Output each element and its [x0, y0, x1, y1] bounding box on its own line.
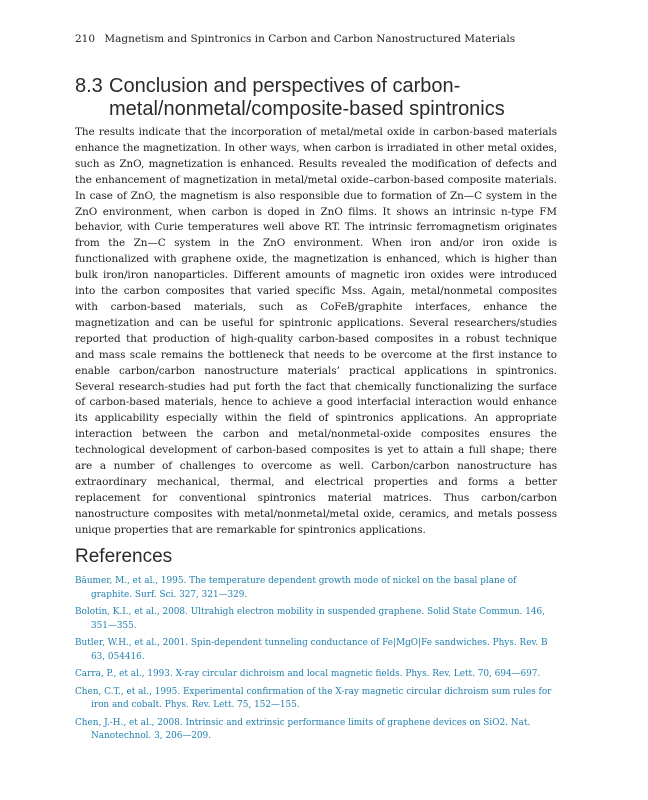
- book-title: Magnetism and Spintronics in Carbon and Carbon Nanostructured Materials: [104, 33, 516, 45]
- reference-item[interactable]: Bäumer, M., et al., 1995. The temperature dependent growth mode of nickel on the basal plane of graphite. Surf. Sci. 327, 321—329.: [75, 576, 517, 600]
- reference-item[interactable]: Bolotin, K.I., et al., 2008. Ultrahigh electron mobility in suspended graphene. Solid State Commun. 146, 351—355.: [75, 607, 545, 631]
- section-title-text: Conclusion and perspectives of carbon-metal/nonmetal/composite-based spintronics: [109, 75, 505, 120]
- references-heading: References: [75, 546, 173, 567]
- reference-item[interactable]: Butler, W.H., et al., 2001. Spin-dependent tunneling conductance of Fe|MgO|Fe sandwiches. Phys. Rev. B 63, 054416.: [75, 638, 548, 662]
- page-number: 210: [75, 33, 96, 45]
- body-paragraph: The results indicate that the incorporation of metal/metal oxide in carbon-based materials enhance the magnetization. In other ways, when carbon is irradiated in other metal oxides, such as ZnO, magnetization is enhanced. Results revealed the modification of defects and the enhancement of magnetization in metal/metal oxide–carbon-based composite materials. In case of ZnO, the magnetism is also responsible due to formation of Zn—C system in the ZnO environment, when carbon is doped in ZnO films. It shows an intrinsic n-type FM behavior, with Curie temperatures well above RT. The intrinsic ferromagnetism originates from the Zn—C system in the ZnO environment. When iron and/or iron oxide is functionalized with graphene oxide, the magnetization is enhanced, which is higher than bulk iron/iron nanoparticles. Different amounts of magnetic iron oxides were introduced into the carbon composites that varied specific Mss. Again, metal/nonmetal composites with carbon-based materials, such as CoFeB/graphite interfaces, enhance the magnetization and can be useful for spintronic applications. Several researchers/studies reported that production of high-quality carbon-based composites in a robust technique and mass scale remains the bottleneck that needs to be overcome at the first instance to enable carbon/carbon nanostructure materials’ practical applications in spintronics. Several research-studies had put forth the fact that chemically functionalizing the surface of carbon-based materials, hence to achieve a good interfacial interaction would enhance its applicability especially within the field of spintronics applications. An appropriate interaction between the carbon and metal/nonmetal-oxide composites ensures the technological development of carbon-based composites is yet to attain a full shape; there are a number of challenges to overcome as well. Carbon/carbon nanostructure has extraordinary mechanical, thermal, and electrical properties and forms a better replacement for conventional spintronics material matrices. Thus carbon/carbon nanostructure composites with metal/nonmetal/metal oxide, ceramics, and metals possess unique properties that are remarkable for spintronics applications.: [75, 126, 557, 536]
- running-head: [75, 33, 575, 45]
- reference-item[interactable]: Chen, C.T., et al., 1995. Experimental confirmation of the X-ray magnetic circular dichroism sum rules for iron and cobalt. Phys. Rev. Lett. 75, 152—155.: [75, 686, 552, 710]
- section-title: [75, 75, 609, 121]
- reference-list: [75, 575, 557, 748]
- section-number: 8.3: [75, 75, 103, 97]
- reference-item[interactable]: Chen, J.-H., et al., 2008. Intrinsic and extrinsic performance limits of graphene devices on SiO2. Nat. Nanotechnol. 3, 206—209.: [75, 717, 531, 741]
- reference-item[interactable]: Carra, P., et al., 1993. X-ray circular dichroism and local magnetic fields. Phys. Rev. Lett. 70, 694—697.: [75, 669, 541, 679]
